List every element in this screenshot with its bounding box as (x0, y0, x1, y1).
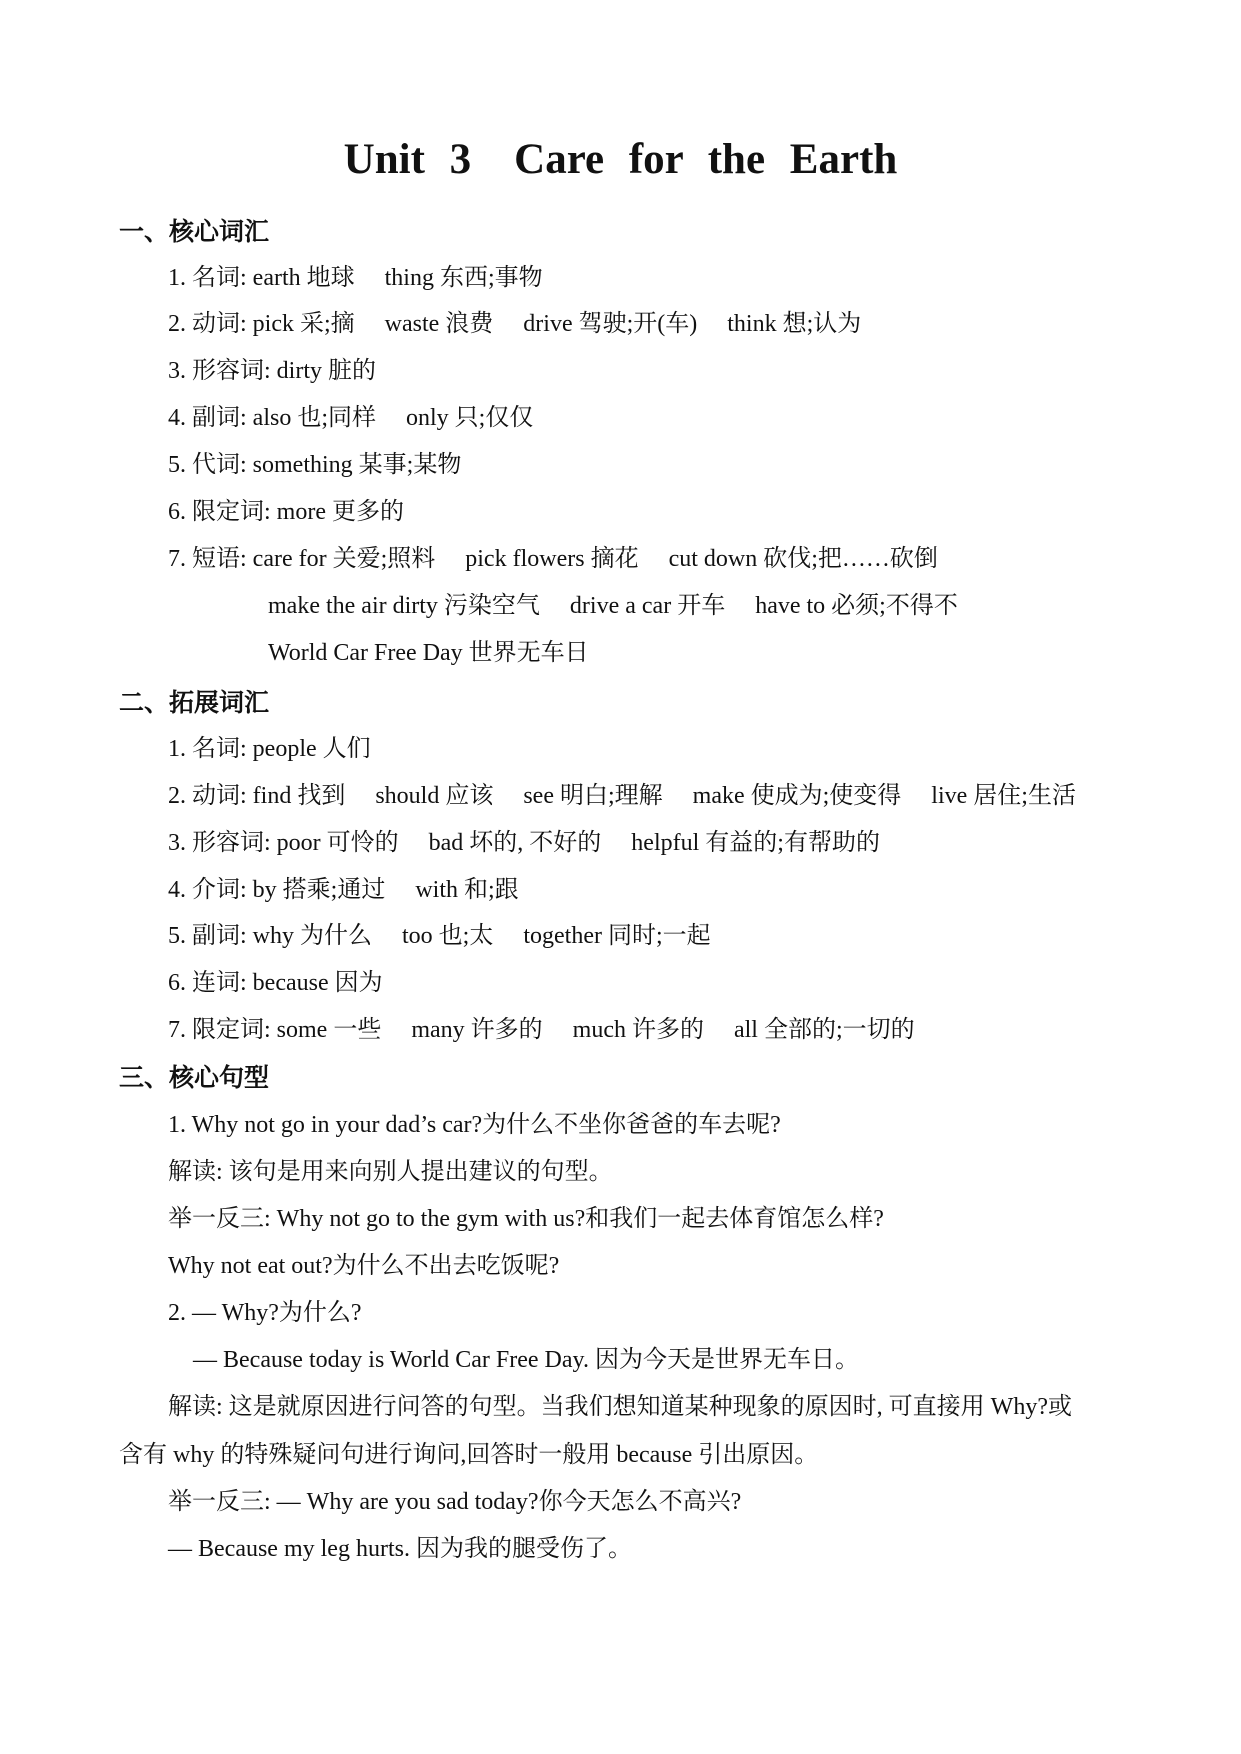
sentence-explanation-1: 解读: 该句是用来向别人提出建议的句型。 (168, 1159, 613, 1185)
sentence-example-1b: Why not eat out?为什么不出去吃饭呢? (168, 1253, 560, 1279)
sentence-example-2: 举一反三: — Why are you sad today?你今天怎么不高兴? (168, 1489, 742, 1515)
ext-line-nouns: 1. 名词: people 人们 (168, 736, 371, 762)
vocab-line-nouns: 1. 名词: earth 地球 thing 东西;事物 (168, 265, 543, 291)
ext-line-conjunctions: 6. 连词: because 因为 (168, 970, 383, 996)
ext-line-determiners: 7. 限定词: some 一些 many 许多的 much 许多的 all 全部的;一切的 (168, 1017, 915, 1043)
sentence-example-1: 举一反三: Why not go to the gym with us?和我们一起去体育馆怎么样? (168, 1206, 884, 1232)
vocab-line-adverbs: 4. 副词: also 也;同样 only 只;仅仅 (168, 405, 534, 431)
vocab-line-determiners: 6. 限定词: more 更多的 (168, 499, 404, 525)
sentence-explanation-2-cont: 含有 why 的特殊疑问句进行询问,回答时一般用 because 引出原因。 (119, 1442, 819, 1468)
vocab-line-phrases: 7. 短语: care for 关爱;照料 pick flowers 摘花 cut down 砍伐;把……砍倒 (168, 546, 938, 572)
vocab-line-verbs: 2. 动词: pick 采;摘 waste 浪费 drive 驾驶;开(车) think 想;认为 (168, 311, 862, 337)
sentence-explanation-2: 解读: 这是就原因进行问答的句型。当我们想知道某种现象的原因时, 可直接用 Why?或 (168, 1394, 1072, 1420)
sentence-line-2: 2. — Why?为什么? (168, 1300, 362, 1326)
section-heading-core-vocabulary: 一、核心词汇 (119, 217, 270, 246)
section-heading-extended-vocabulary: 二、拓展词汇 (119, 688, 270, 717)
ext-line-verbs: 2. 动词: find 找到 should 应该 see 明白;理解 make 使成为;使变得 live 居住;生活 (168, 783, 1076, 809)
page-title: Unit 3 Care for the Earth (343, 136, 898, 183)
sentence-example-2-answer: — Because my leg hurts. 因为我的腿受伤了。 (168, 1536, 632, 1562)
vocab-line-pronouns: 5. 代词: something 某事;某物 (168, 452, 462, 478)
vocab-line-phrases-cont-1: make the air dirty 污染空气 drive a car 开车 have to 必须;不得不 (268, 593, 958, 619)
section-heading-core-sentences: 三、核心句型 (119, 1063, 270, 1092)
sentence-line-2-answer: — Because today is World Car Free Day. 因为今天是世界无车日。 (193, 1347, 859, 1373)
vocab-line-phrases-cont-2: World Car Free Day 世界无车日 (268, 640, 589, 666)
ext-line-adjectives: 3. 形容词: poor 可怜的 bad 坏的, 不好的 helpful 有益的;有帮助的 (168, 830, 880, 856)
ext-line-prepositions: 4. 介词: by 搭乘;通过 with 和;跟 (168, 877, 519, 903)
sentence-line-1: 1. Why not go in your dad’s car?为什么不坐你爸爸的车去呢? (168, 1112, 781, 1138)
ext-line-adverbs: 5. 副词: why 为什么 too 也;太 together 同时;一起 (168, 923, 711, 949)
vocab-line-adjectives: 3. 形容词: dirty 脏的 (168, 358, 376, 384)
